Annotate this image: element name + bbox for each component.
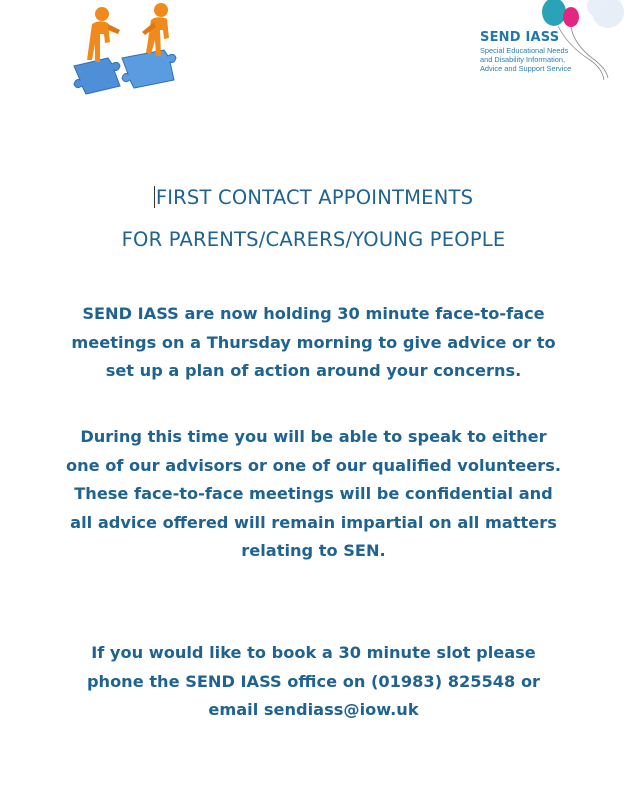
logo-tagline-line: Advice and Support Service <box>480 64 572 73</box>
paragraph-line: all advice offered will remain impartial on all matters <box>70 512 557 532</box>
logo-brand-name: SEND IASS <box>480 30 560 45</box>
text-cursor <box>154 186 155 208</box>
page-title-text: FIRST CONTACT APPOINTMENTS <box>155 186 474 209</box>
page-title-line-1 <box>0 186 627 209</box>
paragraph-line: phone the SEND IASS office on (01983) 825548 or <box>86 671 541 691</box>
paragraph-line: SEND IASS are now holding 30 minute face-to-face <box>82 304 545 323</box>
details-paragraph <box>40 423 587 566</box>
page-title-line-2: FOR PARENTS/CARERS/YOUNG PEOPLE <box>121 228 506 251</box>
booking-paragraph <box>40 639 587 725</box>
logo-tagline <box>480 46 600 73</box>
puzzle-figures-icon <box>68 0 198 102</box>
paragraph-line: During this time you will be able to speak to either <box>80 427 547 446</box>
intro-paragraph <box>40 300 587 386</box>
puzzle-figures-illustration <box>68 0 198 102</box>
paragraph-line: one of our advisors or one of our qualified volunteers. <box>65 455 562 475</box>
paragraph-line: meetings on a Thursday morning to give advice or to <box>71 332 556 352</box>
logo-tagline-line: and Disability Information, <box>480 55 566 64</box>
send-iass-logo <box>478 0 627 82</box>
paragraph-line: These face-to-face meetings will be confidential and <box>74 484 553 503</box>
paragraph-line: email sendiass@iow.uk <box>208 700 419 719</box>
paragraph-line: If you would like to book a 30 minute slot please <box>91 643 536 662</box>
paragraph-line: set up a plan of action around your concerns. <box>105 361 522 380</box>
logo-tagline-line: Special Educational Needs <box>480 46 569 55</box>
paragraph-line: relating to SEN. <box>241 541 386 560</box>
